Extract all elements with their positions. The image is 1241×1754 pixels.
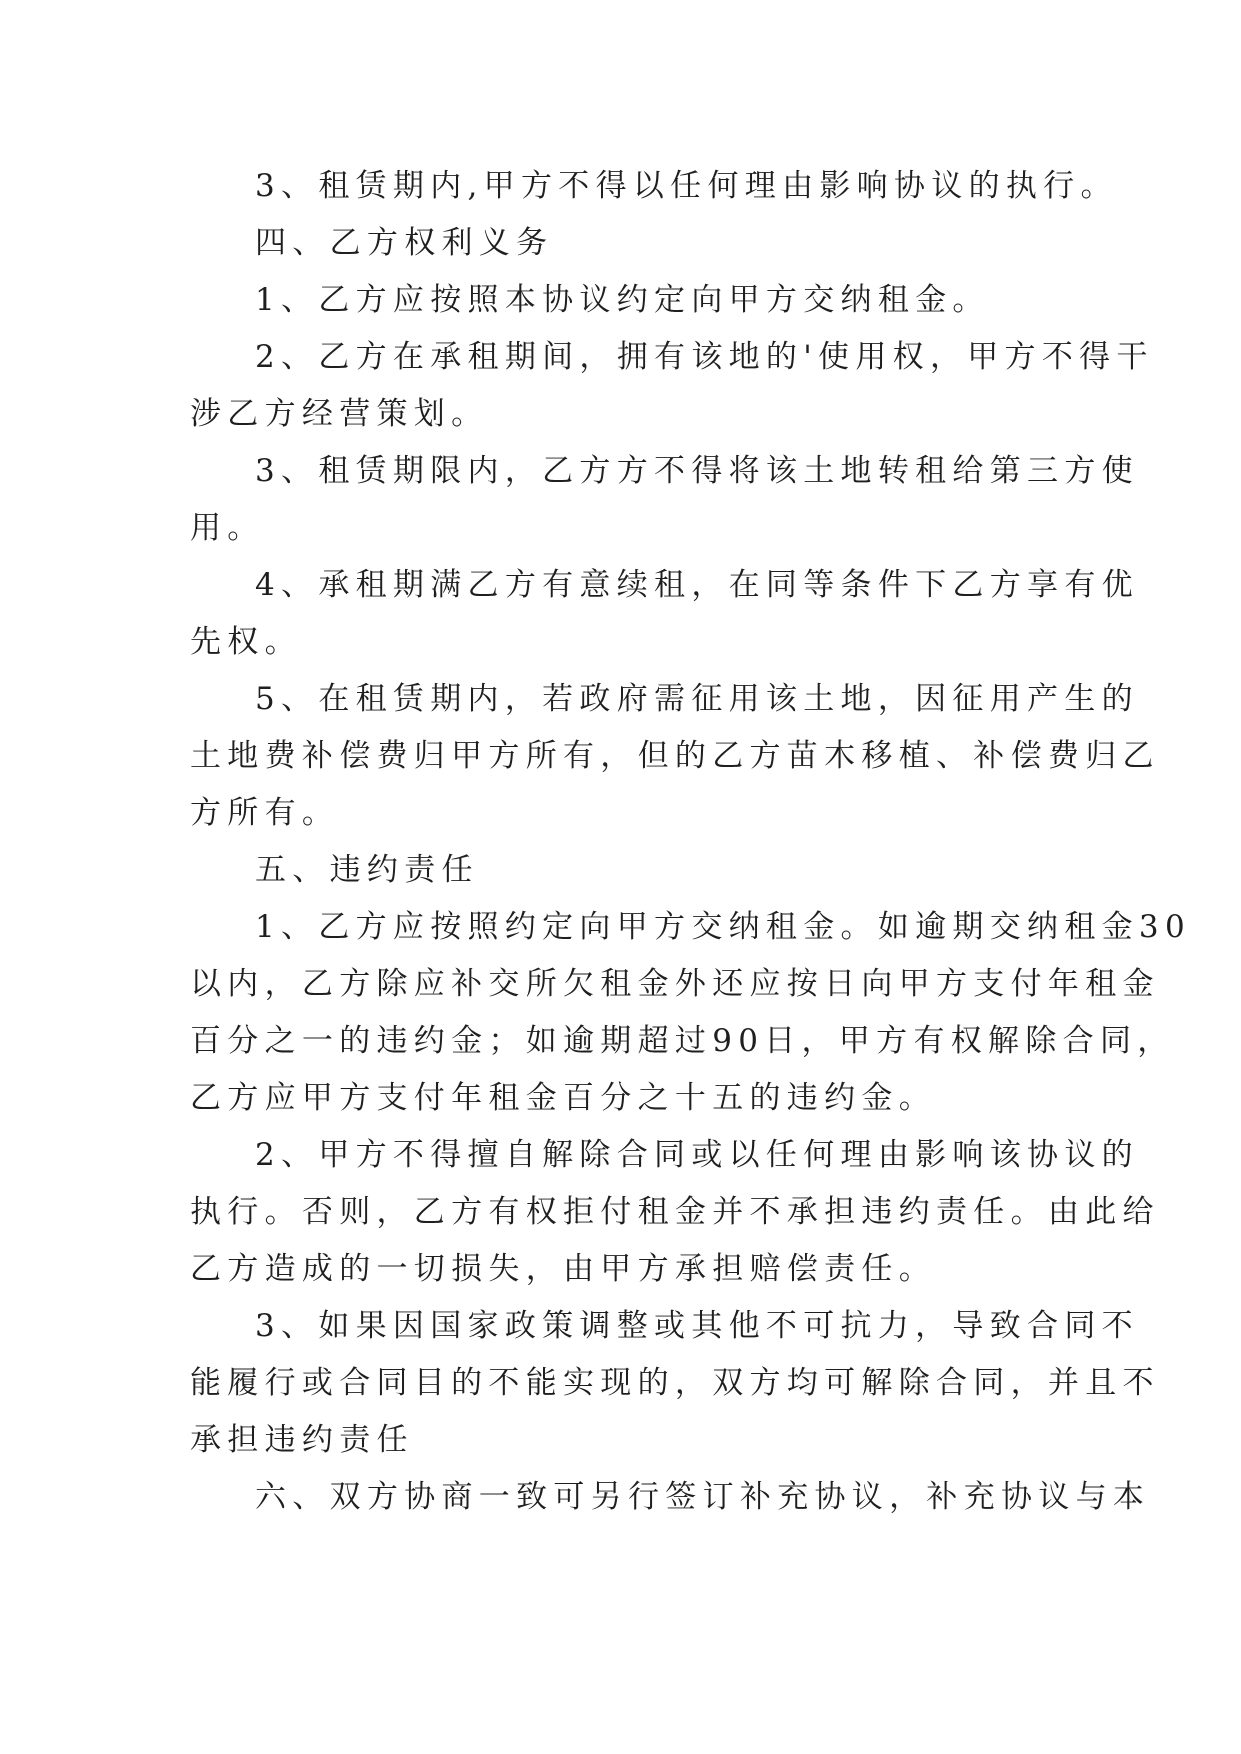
text-line: 乙方造成的一切损失，由甲方承担赔偿责任。 bbox=[190, 1251, 936, 1287]
section-heading: 四、乙方权利义务 bbox=[255, 225, 554, 261]
text-line: 先权。 bbox=[190, 624, 302, 660]
text-line: 4、承租期满乙方有意续租，在同等条件下乙方享有优 bbox=[255, 567, 1139, 603]
text-line: 用。 bbox=[190, 510, 265, 546]
text-line: 执行。否则，乙方有权拒付租金并不承担违约责任。由此给 bbox=[190, 1194, 1160, 1230]
section-heading: 五、违约责任 bbox=[255, 852, 479, 888]
text-line: 1、乙方应按照约定向甲方交纳租金。如逾期交纳租金30 bbox=[255, 909, 1191, 945]
text-line: 1、乙方应按照本协议约定向甲方交纳租金。 bbox=[255, 282, 990, 318]
text-line: 乙方应甲方支付年租金百分之十五的违约金。 bbox=[190, 1080, 936, 1116]
text-line: 3、租赁期限内，乙方方不得将该土地转租给第三方使 bbox=[255, 453, 1139, 489]
text-line: 百分之一的违约金；如逾期超过90日，甲方有权解除合同， bbox=[190, 1023, 1175, 1059]
text-line: 承担违约责任 bbox=[190, 1422, 414, 1458]
text-line: 5、在租赁期内，若政府需征用该土地，因征用产生的 bbox=[255, 681, 1139, 717]
text-line: 土地费补偿费归甲方所有，但的乙方苗木移植、补偿费归乙 bbox=[190, 738, 1160, 774]
text-line: 涉乙方经营策划。 bbox=[190, 396, 489, 432]
text-line: 3、租赁期内,甲方不得以任何理由影响协议的执行。 bbox=[255, 168, 1118, 204]
text-line: 3、如果因国家政策调整或其他不可抗力，导致合同不 bbox=[255, 1308, 1139, 1344]
text-line: 能履行或合同目的不能实现的，双方均可解除合同，并且不 bbox=[190, 1365, 1160, 1401]
text-line: 方所有。 bbox=[190, 795, 340, 831]
text-line: 2、甲方不得擅自解除合同或以任何理由影响该协议的 bbox=[255, 1137, 1139, 1173]
text-line: 六、双方协商一致可另行签订补充协议，补充协议与本 bbox=[255, 1479, 1151, 1515]
text-line: 以内，乙方除应补交所欠租金外还应按日向甲方支付年租金 bbox=[190, 966, 1160, 1002]
text-line: 2、乙方在承租期间，拥有该地的'使用权，甲方不得干 bbox=[255, 339, 1154, 375]
